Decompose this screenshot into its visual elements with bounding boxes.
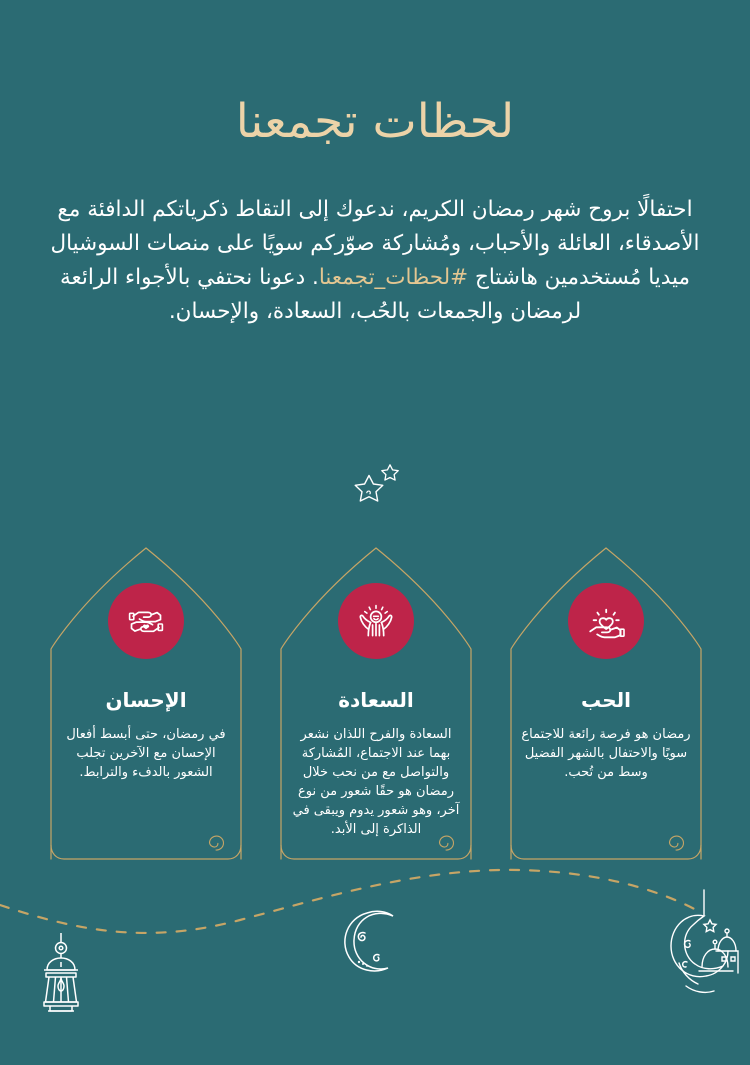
card-saada[interactable] [278,545,474,863]
card-body-hob: رمضان هو فرصة رائعة للاجتماع سويًا والاحتفال بالشهر الفضيل وسط من تُحب. [521,727,691,780]
intro-text-part1: احتفالًا بروح شهر رمضان الكريم، ندعوك إلى التقاط ذكرياتكم الدافئة مع الأصدقاء، العائلة والأحباب، ومُشاركة صوّركم سويًا على منصات السوشيال ميديا مُستخدمين هاشتاج [50,197,700,290]
two-stars-icon [348,462,404,510]
hanging-moon-mosque-icon [671,890,738,992]
icon-badge-saada [338,583,414,659]
giving-hands-heart-icon [124,599,168,643]
intro-paragraph [46,193,704,329]
icon-badge-hob [568,583,644,659]
celebrating-person-icon [354,599,398,643]
dashed-gold-curve [0,870,700,933]
campaign-hashtag: #لحظات_تجمعنا [318,265,469,290]
intro-text-part2: . دعونا نحتفي بالأجواء الرائعة لرمضان والجمعات بالحُب، السعادة، والإحسان. [59,265,582,324]
hand-holding-heart-icon [584,599,628,643]
value-cards [0,545,750,865]
card-ihsan[interactable] [48,545,244,863]
card-hob[interactable] [508,545,704,863]
crescent-moon-icon [345,911,393,971]
ramadan-lantern-icon [44,933,78,1011]
card-title-hob: الحب [581,688,631,712]
card-title-saada: السعادة [338,688,414,712]
card-title-ihsan: الإحسان [105,688,187,712]
page-title: لحظات تجمعنا [235,94,515,149]
card-body-ihsan: في رمضان، حتى أبسط أفعال الإحسان مع الآخرين تجلب الشعور بالدفء والترابط. [66,727,226,780]
card-body-saada: السعادة والفرح اللذان نشعر بهما عند الاجتماع، المُشاركة والتواصل مع من نحب خلال رمضان هو حقًا شعور من نوع آخر، وهو شعور يدوم ويبقى في الذاكرة إلى الأبد. [292,727,460,837]
icon-badge-ihsan [108,583,184,659]
